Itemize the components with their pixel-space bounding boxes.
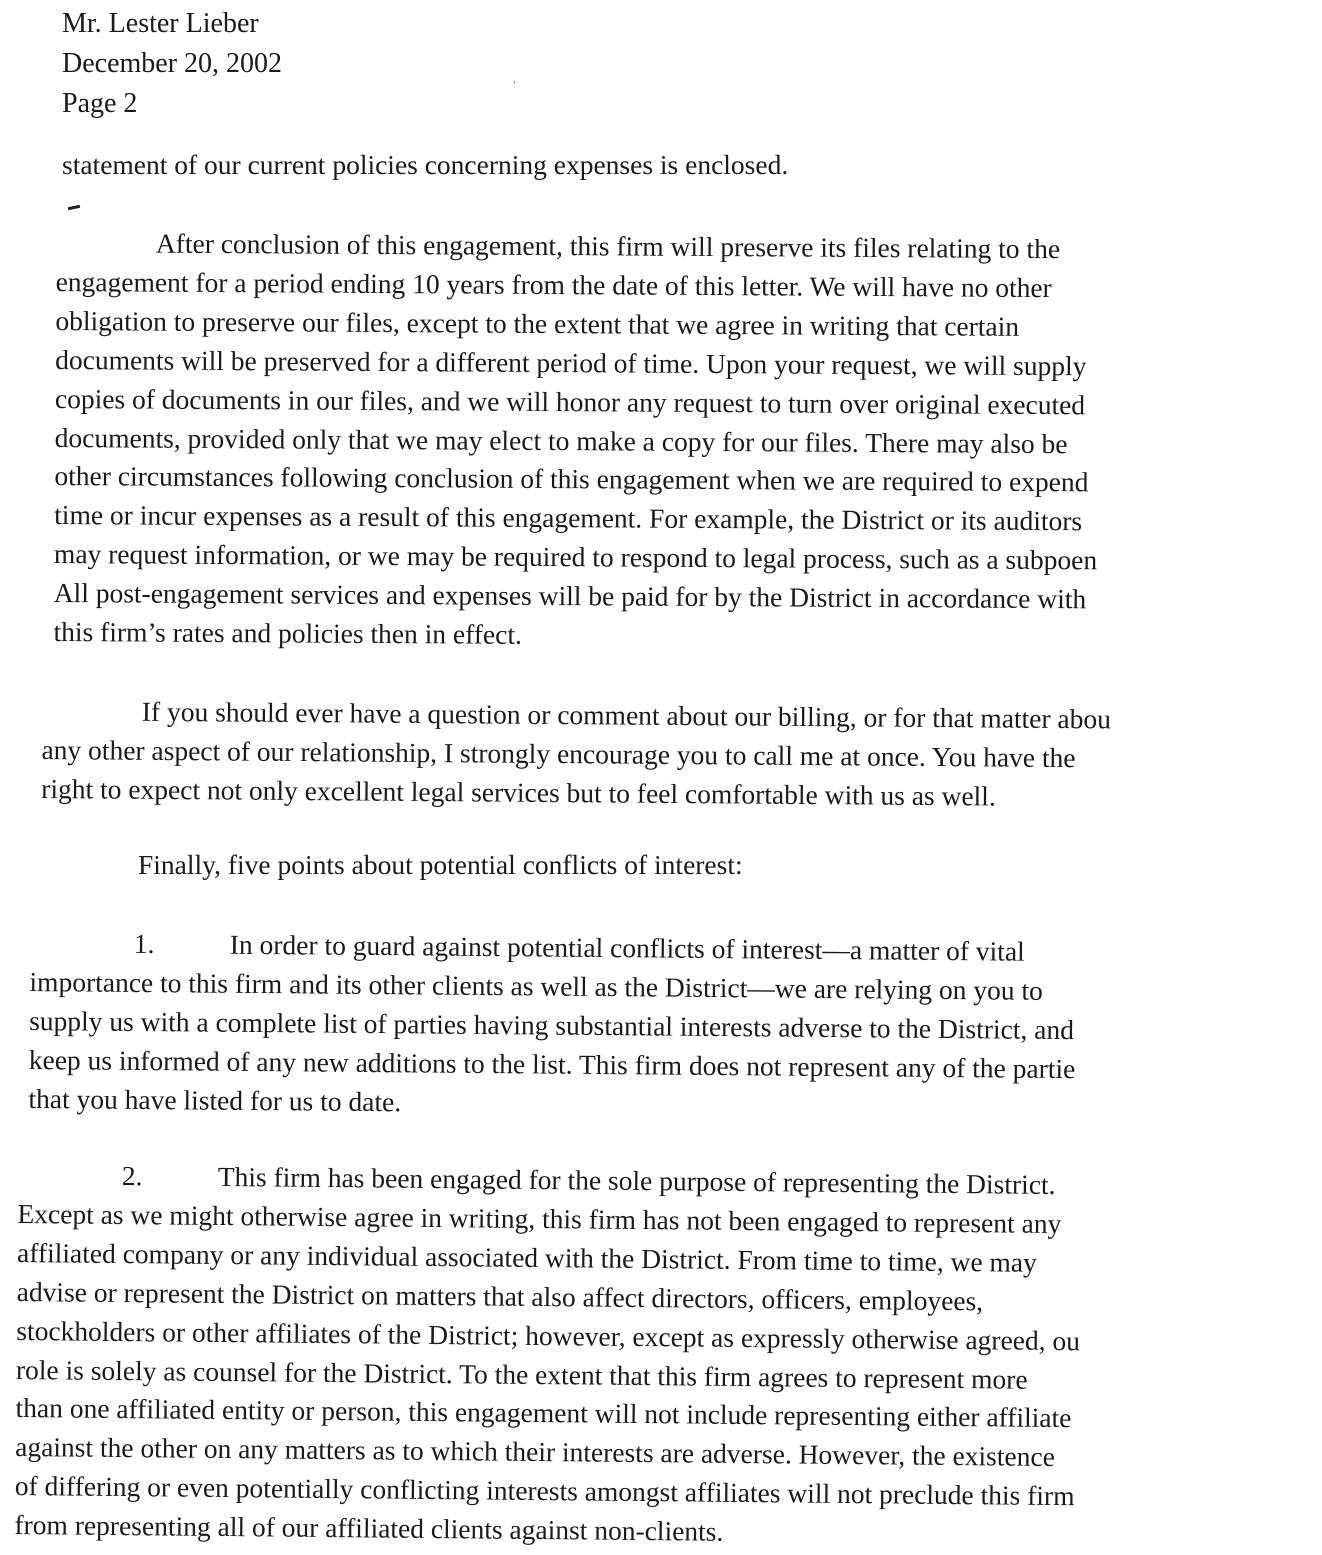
paragraph-continuation xyxy=(62,146,788,185)
text-line: If you should ever have a question or comment about our billing, or for that matter abou xyxy=(141,695,1112,735)
text-line: statement of our current policies concerning expenses is enclosed. xyxy=(62,149,789,180)
text-line: obligation to preserve our files, except to the extent that we agree in writing that certain xyxy=(55,304,1020,342)
text-line: may request information, or we may be required to respond to legal process, such as a subpoen xyxy=(53,538,1098,576)
recipient-name: Mr. Lester Lieber xyxy=(62,8,259,39)
text-line: affiliated company or any individual associated with the District. From time to time, we may xyxy=(16,1236,1037,1278)
text-line: copies of documents in our files, and we will honor any request to turn over original executed xyxy=(54,382,1086,420)
point-number: 1. xyxy=(133,927,155,960)
text-line: Except as we might otherwise agree in writing, this firm has not been engaged to represent any xyxy=(17,1197,1062,1239)
text-line: engagement for a period ending 10 years from the date of this letter. We will have no other xyxy=(55,265,1052,303)
text-line: other circumstances following conclusion of this engagement when we are required to expend xyxy=(54,460,1089,498)
text-line: of differing or even potentially conflicting interests amongst affiliates will not preclude this firm xyxy=(14,1470,1075,1512)
text-line: than one affiliated entity or person, this engagement will not include representing either affiliate xyxy=(15,1392,1072,1434)
text-line: keep us informed of any new additions to the list. This firm does not represent any of the partie xyxy=(28,1043,1076,1084)
text-line: time or incur expenses as a result of this engagement. For example, the District or its auditors xyxy=(54,499,1083,537)
text-line: importance to this firm and its other clients as well as the District—we are relying on you to xyxy=(29,965,1044,1006)
letter-header xyxy=(62,4,282,124)
text-line: advise or represent the District on matters that also affect directors, officers, employees, xyxy=(16,1275,984,1316)
paragraph-file-retention xyxy=(53,224,1099,658)
scan-dash-mark xyxy=(68,205,80,210)
text-line: against the other on any matters as to which their interests are adverse. However, the existence xyxy=(15,1431,1056,1473)
text-line: that you have listed for us to date. xyxy=(28,1082,402,1117)
text-line: This firm has been engaged for the sole purpose of representing the District. xyxy=(217,1160,1056,1200)
text-line: documents will be preserved for a different period of time. Upon your request, we will supply xyxy=(55,343,1087,382)
text-line: right to expect not only excellent legal services but to feel comfortable with us as well. xyxy=(41,772,996,812)
text-line: from representing all of our affiliated clients against non-clients. xyxy=(14,1509,724,1547)
scan-speck: ʾ xyxy=(512,80,517,95)
text-line: All post-engagement services and expenses will be paid for by the District in accordance with xyxy=(53,577,1087,615)
text-line: supply us with a complete list of parties having substantial interests adverse to the District, and xyxy=(29,1004,1075,1045)
point-number: 2. xyxy=(121,1159,143,1192)
text-line: In order to guard against potential conflicts of interest—a matter of vital xyxy=(229,928,1025,967)
paragraph-conflicts-intro xyxy=(138,846,743,885)
numbered-point-2 xyxy=(14,1156,1081,1555)
paragraph-billing-questions xyxy=(41,692,1111,817)
text-line: Finally, five points about potential conflicts of interest: xyxy=(138,849,743,880)
numbered-point-1 xyxy=(28,924,1076,1128)
text-line: any other aspect of our relationship, I strongly encourage you to call me at once. You have the xyxy=(41,733,1076,774)
text-line: documents, provided only that we may elect to make a copy for our files. There may also be xyxy=(54,421,1068,459)
text-line: After conclusion of this engagement, this firm will preserve its files relating to the xyxy=(155,227,1061,265)
text-line: role is solely as counsel for the District. To the extent that this firm agrees to represent more xyxy=(15,1353,1028,1395)
page-number: Page 2 xyxy=(62,88,138,119)
letter-date: December 20, 2002 xyxy=(62,48,283,79)
text-line: this firm’s rates and policies then in effect. xyxy=(53,616,522,650)
text-line: stockholders or other affiliates of the District; however, except as expressly otherwise agreed, ou xyxy=(16,1314,1081,1356)
